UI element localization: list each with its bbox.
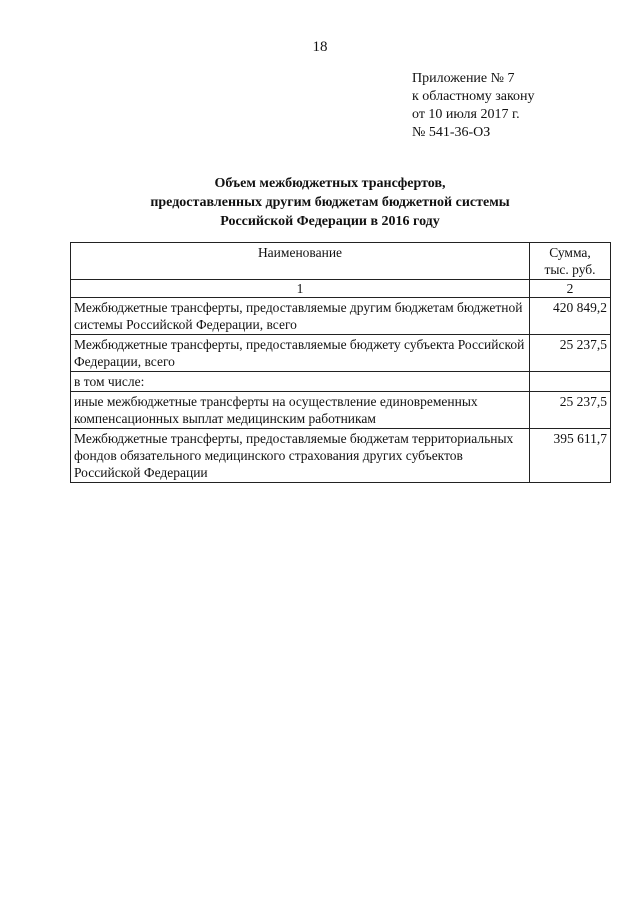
row-name: Межбюджетные трансферты, предоставляемые бюджету субъекта Российской Федерации, всего bbox=[71, 335, 530, 372]
row-amount: 25 237,5 bbox=[530, 335, 611, 372]
header-sum-line: Сумма, bbox=[549, 245, 591, 260]
table-row bbox=[71, 392, 611, 429]
table-row bbox=[71, 429, 611, 483]
row-name: в том числе: bbox=[71, 372, 530, 392]
header-sum-line: тыс. руб. bbox=[544, 262, 596, 277]
document-title bbox=[80, 174, 580, 231]
title-line: Объем межбюджетных трансфертов, bbox=[214, 176, 446, 191]
appendix-line: от 10 июля 2017 г. bbox=[412, 107, 520, 122]
column-number: 1 bbox=[71, 280, 530, 298]
row-amount bbox=[530, 372, 611, 392]
header-sum bbox=[530, 243, 611, 280]
appendix-line: № 541-36-ОЗ bbox=[412, 125, 491, 140]
title-line: предоставленных другим бюджетам бюджетной системы bbox=[150, 195, 510, 210]
table-row bbox=[71, 372, 611, 392]
page-number: 18 bbox=[312, 39, 328, 55]
row-name: Межбюджетные трансферты, предоставляемые бюджетам территориальных фондов обязательного медицинского страхования других субъектов Российской Федерации bbox=[71, 429, 530, 483]
table-row bbox=[71, 298, 611, 335]
table-header-row bbox=[71, 243, 611, 280]
appendix-line: к областному закону bbox=[412, 89, 535, 104]
appendix-reference bbox=[412, 70, 535, 142]
row-name: Межбюджетные трансферты, предоставляемые другим бюджетам бюджетной системы Российской Федерации, всего bbox=[71, 298, 530, 335]
row-amount: 420 849,2 bbox=[530, 298, 611, 335]
row-amount: 25 237,5 bbox=[530, 392, 611, 429]
row-name: иные межбюджетные трансферты на осуществление единовременных компенсационных выплат медицинским работникам bbox=[71, 392, 530, 429]
column-number: 2 bbox=[530, 280, 611, 298]
column-number-row bbox=[71, 280, 611, 298]
row-amount: 395 611,7 bbox=[530, 429, 611, 483]
appendix-line: Приложение № 7 bbox=[412, 71, 515, 86]
title-line: Российской Федерации в 2016 году bbox=[220, 214, 440, 229]
table-row bbox=[71, 335, 611, 372]
transfers-table bbox=[70, 242, 611, 483]
header-name: Наименование bbox=[71, 243, 530, 280]
